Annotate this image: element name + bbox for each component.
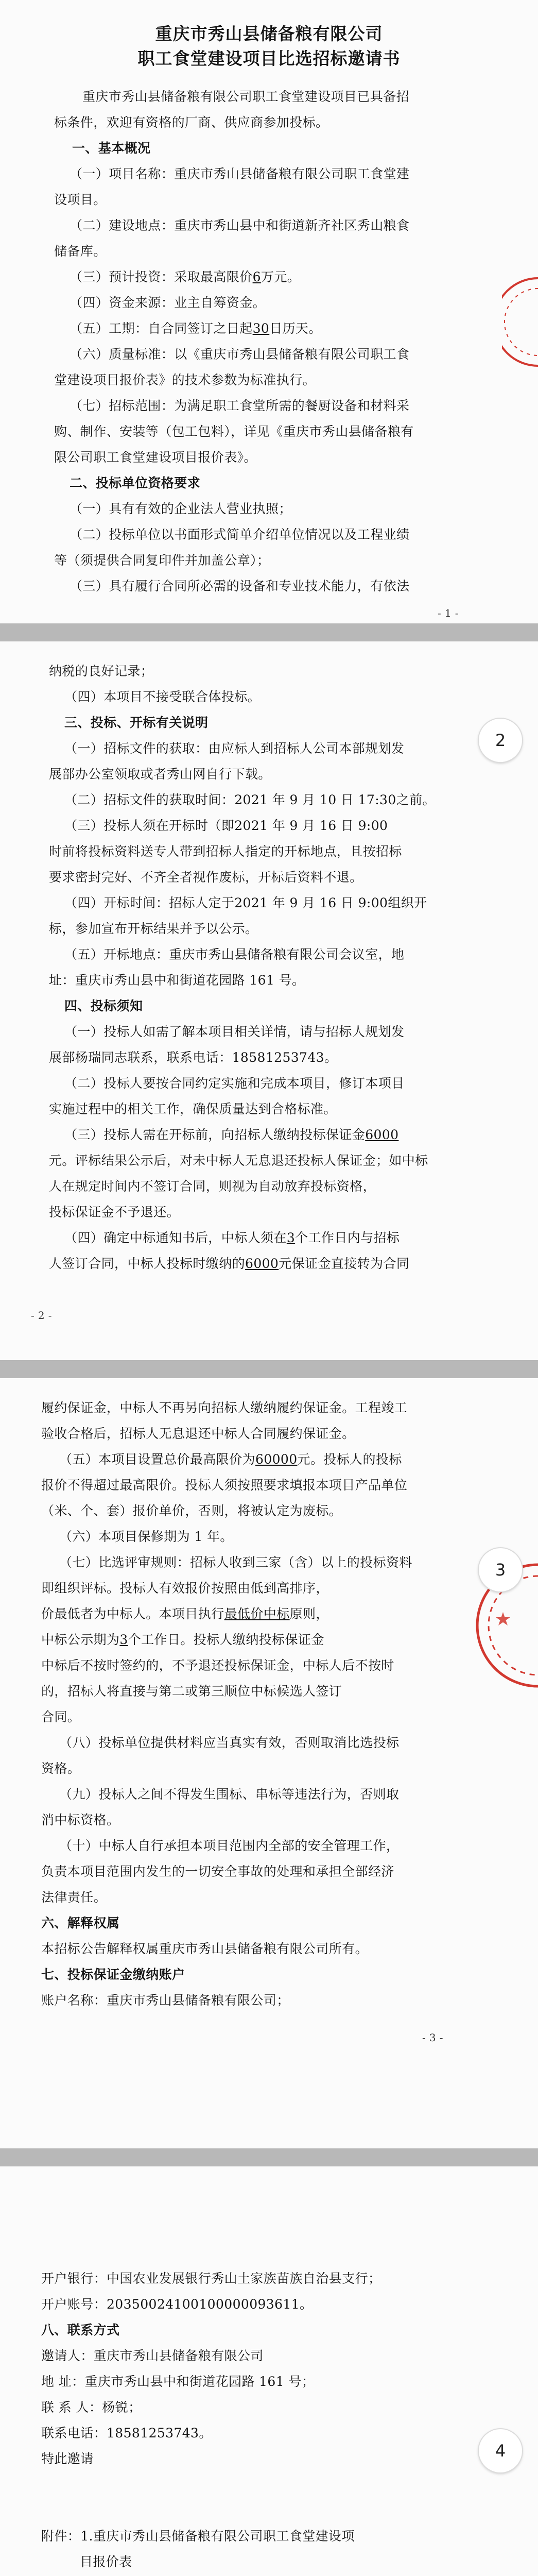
deposit-label: （三）投标人需在开标前，向招标人缴纳投标保证金	[64, 1127, 366, 1142]
p3-line-d5c: 报价不得超过最高限价。投标人须按照要求填报本项目产品单位	[41, 1478, 408, 1493]
quality-line1: （六）质量标准：以《重庆市秀山县储备粮有限公司职工食	[70, 347, 410, 362]
p3-line-d7a: （七）比选评审规则：招标人收到三家（含）以上的投标资料	[59, 1555, 412, 1570]
submit-date: 2021 年 9 月 16 日 9:00	[234, 818, 388, 833]
rule-value: 最低价中标	[224, 1606, 290, 1621]
p2-line-b4	[64, 894, 427, 912]
p2-line-a1: 纳税的良好记录；	[49, 664, 154, 679]
p3-line-d8b: 资格。	[41, 1761, 81, 1776]
publicity-label: 中标公示期为	[41, 1632, 120, 1647]
account-line: 开户账号：20350024100100000093611。	[41, 2297, 313, 2312]
scope-line3: 限公司职工食堂建设项目报价表》。	[54, 450, 257, 465]
p3-line-a2: 验收合格后，招标人无息退还中标人合同履约保证金。	[41, 1426, 355, 1441]
p2-line-c1b	[49, 1048, 337, 1067]
p2-line-c1a: （一）投标人如需了解本项目相关详情，请与招标人规划发	[64, 1024, 405, 1039]
quality-line2: 堂建设项目报价表》的技术参数为标准执行。	[54, 372, 316, 387]
page-badge-3[interactable]: 3	[479, 1548, 522, 1591]
bank-line: 开户银行：中国农业发展银行秀山土家族苗族自治县支行；	[41, 2271, 381, 2286]
contact-phone-value: 18581253743	[232, 1050, 324, 1065]
req-2-line2: 等（须提供合同复印件并加盖公章）；	[54, 553, 270, 568]
sign-days-label: （四）确定中标通知书后，中标人须在	[64, 1230, 287, 1245]
p3-line-d5d: （米、个、套）报价单价，否则，将被认定为废标。	[41, 1503, 342, 1518]
p2-line-b1a: （一）招标文件的获取：由应标人到招标人公司本部规划发	[64, 741, 405, 756]
p2-line-c3a	[64, 1126, 398, 1144]
deposit-value: 6000	[365, 1127, 399, 1142]
intro-line2: 标条件，欢迎有资格的厂商、供应商参加投标。	[54, 115, 329, 130]
closing-line: 特此邀请	[41, 2451, 94, 2466]
section-3-heading: 三、投标、开标有关说明	[64, 715, 209, 730]
inviter-line: 邀请人：重庆市秀山县储备粮有限公司	[41, 2348, 264, 2363]
p3-line-d6: （六）本项目保修期为 1 年。	[59, 1529, 233, 1544]
phone-line: 联系电话：18581253743。	[41, 2426, 212, 2441]
page-badge-2[interactable]: 2	[479, 719, 522, 762]
p2-line-c3c: 人在规定时间内不签订合同，则视为自动放弃投标资格，	[49, 1179, 376, 1194]
contact-phone-end: 。	[324, 1050, 338, 1065]
page-3	[0, 1378, 538, 2148]
open-time-date: 2021 年 9 月 16 日 9:00	[234, 895, 388, 910]
duration-unit: 日历天。	[269, 321, 322, 336]
investment-value: 6	[252, 269, 261, 284]
p2-line-c4a	[64, 1229, 400, 1247]
p3-line-e1: 本招标公告解释权属重庆市秀山县储备粮有限公司所有。	[41, 1941, 369, 1956]
p3-line-d10a: （十）中标人自行承担本项目范围内全部的安全管理工作，	[59, 1838, 400, 1853]
page-footer-3: - 3 -	[422, 2031, 443, 2044]
p3-line-d5a	[59, 1450, 402, 1469]
p3-line-d10b: 负责本项目范围内发生的一切安全事故的处理和承担全部经济	[41, 1864, 394, 1879]
p2-line-b3a	[64, 817, 388, 835]
p2-line-b5a: （五）开标地点：重庆市秀山县储备粮有限公司会议室，地	[64, 947, 405, 962]
page-2	[0, 641, 538, 1360]
p2-line-c3d: 投标保证金不予退还。	[49, 1205, 180, 1219]
req-3-line1: （三）具有履行合同所必需的设备和专业技术能力，有依法	[70, 579, 410, 594]
page-4	[0, 2166, 538, 2576]
section-2-heading: 二、投标单位资格要求	[70, 476, 201, 490]
price-cap-value: 60000	[255, 1452, 298, 1467]
doc-title-line1: 重庆市秀山县储备粮有限公司	[155, 24, 383, 44]
submit-label: （三）投标人须在开标时（即	[64, 818, 235, 833]
sign-days-value: 3	[286, 1230, 296, 1245]
project-name-line2: 设项目。	[54, 192, 107, 207]
page-footer-1: - 1 -	[438, 607, 459, 619]
req-1-line: （一）具有有效的企业法人营业执照；	[70, 501, 292, 516]
p3-line-d9a: （九）投标人之间不得发生围标、串标等违法行为，否则取	[59, 1787, 400, 1802]
doc-fetch-date: 2021 年 9 月 10 日 17:30	[234, 792, 396, 807]
page-footer-2: - 2 -	[31, 1309, 52, 1321]
scope-line1: （七）招标范围：为满足职工食堂所需的餐厨设备和材料采	[70, 398, 410, 413]
location-line2: 储备库。	[54, 244, 107, 259]
company-seal-partial-1	[502, 273, 538, 371]
p2-line-b2	[64, 791, 436, 809]
funding-line: （四）资金来源：业主自筹资金。	[70, 295, 266, 310]
rule-suffix: 原则，	[289, 1606, 329, 1621]
investment-unit: 万元。	[261, 269, 301, 284]
p3-line-d7h: 的，招标人将直接与第二或第三顺位中标候选人签订	[41, 1684, 342, 1699]
rule-label: 价最低者为中标人。本项目执行	[41, 1606, 224, 1621]
open-time-suffix: 组织开	[388, 895, 427, 910]
p3-line-d8a: （八）投标单位提供材料应当真实有效，否则取消比选投标	[59, 1735, 400, 1750]
section-4-heading: 四、投标须知	[64, 998, 143, 1013]
price-cap-label: （五）本项目设置总价最高限价为	[59, 1452, 256, 1467]
scope-line2: 购、制作、安装等（包工包料），详见《重庆市秀山县储备粮有	[54, 424, 414, 439]
location-line1: （二）建设地点：重庆市秀山县中和街道新齐社区秀山粮食	[70, 218, 410, 233]
duration-label: （五）工期：自合同签订之日起	[70, 321, 253, 336]
doc-title-line2: 职工食堂建设项目比选招标邀请书	[137, 48, 401, 69]
section-6-heading: 六、解释权属	[41, 1916, 120, 1930]
section-8-heading: 八、联系方式	[41, 2323, 120, 2337]
publicity-suffix: 个工作日。投标人缴纳投标保证金	[128, 1632, 324, 1647]
sign-days-suffix: 个工作日内与招标	[295, 1230, 400, 1245]
open-time-label: （四）开标时间：招标人定于	[64, 895, 235, 910]
p2-line-c2a: （二）投标人要按合同约定实施和完成本项目，修订本项目	[64, 1076, 405, 1091]
publicity-days: 3	[119, 1632, 128, 1647]
contact-phone-label: 展部杨瑞同志联系，联系电话：	[49, 1050, 232, 1065]
p2-line-c4c	[49, 1255, 409, 1273]
section-7-heading: 七、投标保证金缴纳账户	[41, 1967, 185, 1982]
p3-line-d7i: 合同。	[41, 1709, 81, 1724]
p3-line-d7b: 即组织评标。投标人有效报价按照由低到高排序，	[41, 1581, 329, 1596]
investment-line	[70, 268, 300, 286]
project-name-line1: （一）项目名称：重庆市秀山县储备粮有限公司职工食堂建	[70, 166, 410, 181]
p3-line-d9b: 消中标资格。	[41, 1812, 120, 1827]
attachment-1-line2: 目报价表	[80, 2554, 132, 2569]
req-2-line1: （二）投标单位以书面形式简单介绍单位情况以及工程业绩	[70, 527, 410, 542]
transfer-value: 6000	[245, 1256, 279, 1271]
p3-line-a1: 履约保证金，中标人不再另向招标人缴纳履约保证金。工程竣工	[41, 1400, 408, 1415]
transfer-suffix: 元保证金直接转为合同	[279, 1256, 410, 1271]
address-line: 地 址：重庆市秀山县中和街道花园路 161 号；	[41, 2374, 315, 2389]
attachment-1-line1: 附件：1.重庆市秀山县储备粮有限公司职工食堂建设项	[41, 2529, 355, 2544]
duration-line	[70, 319, 322, 338]
p2-line-a2: （四）本项目不接受联合体投标。	[64, 689, 261, 704]
p2-line-b3c: 时前将投标资料送专人带到招标人指定的开标地点，且按招标	[49, 844, 402, 859]
investment-label: （三）预计投资：采取最高限价	[70, 269, 253, 284]
p2-line-c3b: 元。评标结果公示后，对未中标人无息退还投标人保证金；如中标	[49, 1153, 428, 1168]
p2-line-b1b: 展部办公室领取或者秀山网自行下载。	[49, 767, 271, 782]
p3-line-d7c	[41, 1605, 329, 1623]
doc-fetch-label: （二）招标文件的获取时间：	[64, 792, 235, 807]
p2-line-c2b: 实施过程中的相关工作，确保质量达到合格标准。	[49, 1101, 337, 1116]
p3-line-e2: 账户名称：重庆市秀山县储备粮有限公司；	[41, 1993, 290, 2008]
price-cap-suffix: 元。投标人的投标	[297, 1452, 402, 1467]
duration-value: 30	[252, 321, 270, 336]
p2-line-b5b: 址：重庆市秀山县中和街道花园路 161 号。	[49, 973, 305, 988]
p2-line-b4c: 标，参加宣布开标结果并予以公示。	[49, 921, 258, 936]
doc-fetch-suffix: 之前。	[396, 792, 436, 807]
intro-line1: 重庆市秀山县储备粮有限公司职工食堂建设项目已具备招	[82, 89, 410, 104]
p3-line-d10c: 法律责任。	[41, 1890, 107, 1905]
page-badge-4[interactable]: 4	[479, 2429, 522, 2472]
transfer-label: 人签订合同，中标人投标时缴纳的	[49, 1256, 246, 1271]
p3-line-d7g: 中标后不按时签约的，不予退还投标保证金，中标人后不按时	[41, 1658, 394, 1673]
contact-person-line: 联 系 人：杨锐；	[41, 2400, 142, 2415]
p3-line-d7e	[41, 1631, 324, 1649]
section-1-heading: 一、基本概况	[72, 141, 151, 156]
page-1	[0, 0, 538, 623]
p2-line-b3d: 要求密封完好、不齐全者视作废标，开标后资料不退。	[49, 870, 363, 885]
